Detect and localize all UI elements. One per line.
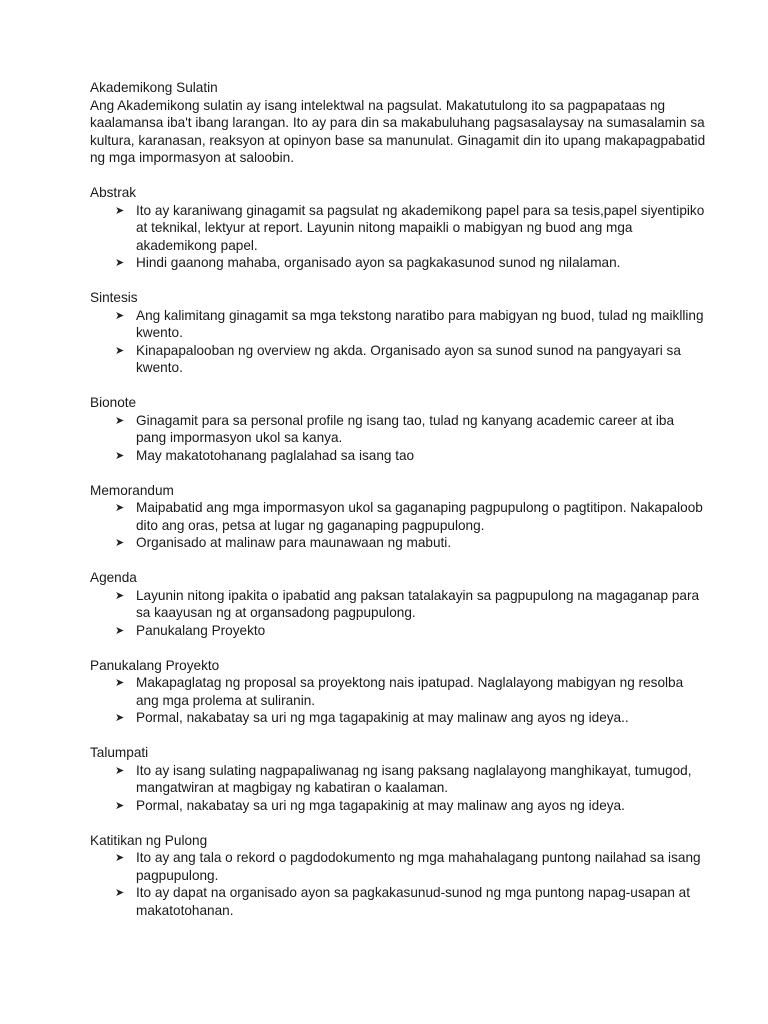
section-heading: Abstrak	[90, 185, 137, 200]
section	[90, 657, 708, 727]
bullet-item	[90, 849, 708, 884]
arrowhead-bullet-icon: ➤	[115, 256, 125, 269]
bullet-text: Ang kalimitang ginagamit sa mga tekstong naratibo para mabigyan ng buod, tulad ng maiklling kwento.	[136, 307, 704, 340]
document-title: Akademikong Sulatin	[90, 80, 218, 95]
bullet-text: Ito ay isang sulating nagpapaliwanag ng isang paksang naglalayong manghikayat, tumugod, mangatwiran at magbigay ng kabatiran o kaalaman.	[136, 762, 692, 795]
section-heading: Bionote	[90, 395, 137, 410]
arrowhead-bullet-icon: ➤	[115, 676, 125, 689]
section	[90, 394, 708, 464]
bullet-item	[90, 499, 708, 534]
bullet-list	[90, 412, 708, 465]
bullet-item	[90, 534, 708, 552]
bullet-text: Ito ay dapat na organisado ayon sa pagkakasunud-sunod ng mga puntong napag-usapan at makatotohanan.	[136, 885, 690, 918]
arrowhead-bullet-icon: ➤	[115, 623, 125, 637]
bullet-text: Panukalang Proyekto	[136, 622, 266, 638]
bullet-text: Ginagamit para sa personal profile ng isang tao, tulad ng kanyang academic career at iba pang impormasyon ukol sa kanya.	[136, 412, 675, 445]
bullet-list	[90, 307, 708, 377]
sections-container	[90, 184, 708, 919]
bullet-text: Ito ay karaniwang ginagamit sa pagsulat ng akademikong papel para sa tesis,papel siyentipiko at teknikal, lektyur at report. Layunin nitong mapaikli o mabigyan ng buod ang mga akademikong papel.	[136, 202, 705, 253]
section	[90, 569, 708, 639]
bullet-item	[90, 797, 708, 815]
bullet-item	[90, 622, 708, 640]
section	[90, 482, 708, 552]
arrowhead-bullet-icon: ➤	[115, 501, 125, 514]
arrowhead-bullet-icon: ➤	[115, 308, 125, 322]
bullet-text: Maipabatid ang mga impormasyon ukol sa gaganaping pagpupulong o pagtitipon. Nakapaloob dito ang oras, petsa at lugar ng gaganaping pagpupulong.	[136, 500, 703, 533]
bullet-item	[90, 412, 708, 447]
arrowhead-bullet-icon: ➤	[115, 343, 125, 357]
bullet-text: Organisado at malinaw para maunawaan ng mabuti.	[136, 535, 452, 550]
bullet-text: Pormal, nakabatay sa uri ng mga tagapakinig at may malinaw ang ayos ng ideya.	[136, 797, 625, 813]
arrowhead-bullet-icon: ➤	[115, 413, 125, 427]
arrowhead-bullet-icon: ➤	[115, 203, 125, 217]
section-heading: Panukalang Proyekto	[90, 657, 220, 673]
bullet-item	[90, 254, 708, 272]
bullet-list	[90, 499, 708, 552]
arrowhead-bullet-icon: ➤	[115, 886, 125, 899]
arrowhead-bullet-icon: ➤	[115, 448, 125, 462]
section	[90, 184, 708, 272]
bullet-text: Hindi gaanong mahaba, organisado ayon sa pagkakasunod sunod ng nilalaman.	[136, 255, 621, 270]
bullet-list	[90, 762, 708, 815]
bullet-item	[90, 709, 708, 727]
bullet-text: May makatotohanang paglalahad sa isang tao	[136, 447, 415, 463]
arrowhead-bullet-icon: ➤	[115, 851, 125, 864]
bullet-text: Makapaglatag ng proposal sa proyektong nais ipatupad. Naglalayong mabigyan ng resolba ang mga prolema at suliranin.	[136, 675, 684, 708]
bullet-item	[90, 674, 708, 709]
intro-paragraph: Ang Akademikong sulatin ay isang intelektwal na pagsulat. Makatutulong ito sa pagpapataas ng kaalamansa iba't ibang larangan. Ito ay para din sa makabuluhang pagsasalaysay na sumasalamin sa kultura, karanasan, reaksyon at opinyon base sa manunulat. Ginagamit din ito upang makapagpabatid ng mga impormasyon at saloobin.	[90, 97, 706, 165]
bullet-list	[90, 849, 708, 919]
bullet-item	[90, 447, 708, 465]
section-heading: Agenda	[90, 570, 137, 585]
bullet-text: Layunin nitong ipakita o ipabatid ang paksan tatalakayin sa pagpupulong na magaganap para sa kaayusan ng at organsadong pagpupulong.	[136, 587, 700, 620]
bullet-item	[90, 342, 708, 377]
bullet-text: Ito ay ang tala o rekord o pagdodokumento ng mga mahahalagang puntong nailahad sa isang pagpupulong.	[136, 850, 701, 883]
bullet-item	[90, 587, 708, 622]
arrowhead-bullet-icon: ➤	[115, 536, 125, 549]
bullet-text: Kinapapalooban ng overview ng akda. Organisado ayon sa sunod sunod na pangyayari sa kwento.	[136, 342, 681, 375]
section-heading: Sintesis	[90, 290, 138, 305]
section	[90, 832, 708, 920]
bullet-list	[90, 202, 708, 272]
section	[90, 744, 708, 814]
section-heading: Katitikan ng Pulong	[90, 832, 208, 848]
bullet-text: Pormal, nakabatay sa uri ng mga tagapakinig at may malinaw ang ayos ng ideya..	[136, 710, 629, 725]
section-heading: Talumpati	[90, 745, 149, 760]
bullet-item	[90, 884, 708, 919]
bullet-list	[90, 674, 708, 727]
section	[90, 289, 708, 377]
arrowhead-bullet-icon: ➤	[115, 763, 125, 777]
section-heading: Memorandum	[90, 482, 174, 498]
arrowhead-bullet-icon: ➤	[115, 588, 125, 602]
bullet-item	[90, 762, 708, 797]
arrowhead-bullet-icon: ➤	[115, 711, 125, 724]
bullet-list	[90, 587, 708, 640]
arrowhead-bullet-icon: ➤	[115, 798, 125, 812]
bullet-item	[90, 307, 708, 342]
bullet-item	[90, 202, 708, 255]
